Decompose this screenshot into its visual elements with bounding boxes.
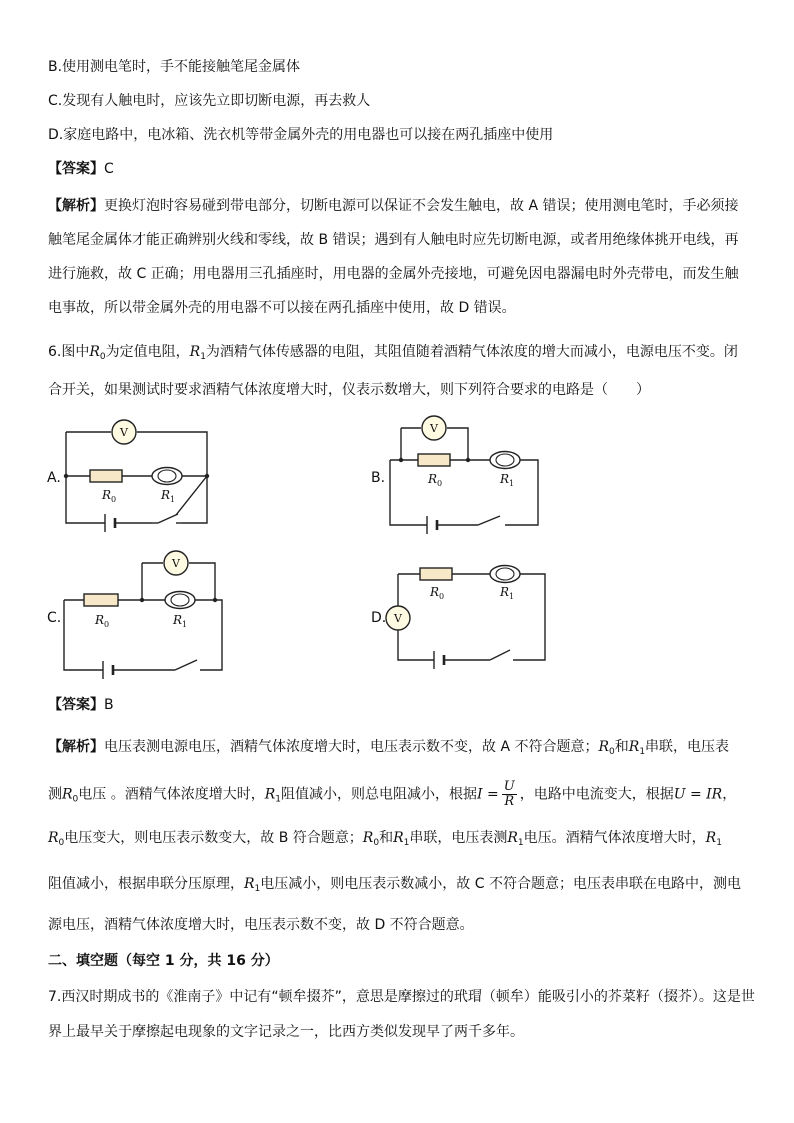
voltmeter-d-symbol: V <box>394 612 402 625</box>
circuit-c-r1-label: $R_1$ <box>173 613 188 629</box>
circuit-d-label: D. <box>371 610 387 626</box>
subscript: 1 <box>639 747 646 757</box>
circuit-b-label: B. <box>371 470 386 486</box>
q5-analysis-line-2: 触笔尾金属体才能正确辨别火线和零线，故 B 错误；遇到有人触电时应先切断电源，或者用绝缘体挑开电线，再 <box>48 232 739 248</box>
q6-analysis-line-3 <box>48 828 722 853</box>
q6-stem-line-2: 合开关，如果测试时要求酒精气体浓度增大时，仪表示数增大，则下列符合要求的电路是（ ） <box>48 382 650 398</box>
analysis-text: 电压减小，则电压表示数减小，故 C 不符合题意；电压表串联在电路中，测电 <box>260 876 741 892</box>
q6-analysis-line-1 <box>48 737 729 762</box>
symbol-r0: R <box>362 830 374 846</box>
circuit-b <box>390 416 538 534</box>
formula-uir: U = IR <box>673 786 723 803</box>
analysis-text: 和 <box>379 830 394 846</box>
symbol-r1: R <box>393 830 404 846</box>
analysis-text: 电压。酒精气体浓度增大时， <box>523 830 706 846</box>
circuit-d-r1-label: $R_1$ <box>500 585 515 601</box>
q6-analysis-line-4 <box>48 874 741 899</box>
analysis-text: 串联，电压表测 <box>409 830 508 846</box>
q5-analysis-line-1 <box>48 196 738 216</box>
analysis-text: 电压 。酒精气体浓度增大时， <box>78 786 265 803</box>
circuit-b-r0-label: $R_0$ <box>428 472 443 488</box>
circuit-b-r1-label: $R_1$ <box>500 472 515 488</box>
circuit-a-r0-label: $R_0$ <box>102 488 117 504</box>
analysis-text: 电压表测电源电压，酒精气体浓度增大时，电压表示数不变，故 A 不符合题意； <box>104 739 599 755</box>
circuit-diagrams <box>0 405 794 695</box>
q5-option-c: C.发现有人触电时，应该先立即切断电源，再去救人 <box>48 93 371 109</box>
analysis-text: 电压变大，则电压表示数变大，故 B 符合题意； <box>64 830 363 846</box>
subscript: 0 <box>373 838 380 848</box>
circuit-d-r0-label: $R_0$ <box>430 585 445 601</box>
symbol-r1: R <box>189 344 201 360</box>
stem-text: 6.图中 <box>48 344 90 360</box>
symbol-r0: R <box>598 739 610 755</box>
answer-label: 【答案】 <box>48 161 104 177</box>
answer-label: 【答案】 <box>48 697 104 713</box>
circuit-c-label: C. <box>47 610 62 626</box>
formula-fraction <box>502 780 517 809</box>
circuit-a-label: A. <box>47 470 61 486</box>
symbol-r1: R <box>507 830 518 846</box>
symbol-r0: R <box>62 786 73 803</box>
answer-value: C <box>104 161 114 177</box>
analysis-text: 阻值减小，则总电阻减小，根据 <box>281 786 478 803</box>
voltmeter-b-symbol: V <box>430 422 438 435</box>
stem-text: 为定值电阻， <box>105 344 190 360</box>
subscript: 0 <box>99 352 106 362</box>
subscript: 0 <box>58 838 65 848</box>
analysis-text: 测 <box>48 786 62 803</box>
q5-option-d: D.家庭电路中，电冰箱、洗衣机等带金属外壳的用电器也可以接在两孔插座中使用 <box>48 127 554 143</box>
q6-analysis-line-2 <box>48 780 736 810</box>
analysis-text: 串联，电压表 <box>645 739 730 755</box>
subscript: 1 <box>254 884 261 894</box>
analysis-text: ， <box>722 786 737 803</box>
subscript: 1 <box>403 838 410 848</box>
answer-value: B <box>104 697 114 713</box>
stem-text: 为酒精气体传感器的电阻，其阻值随着酒精气体浓度的增大而减小，电源电压不变。闭 <box>205 344 738 360</box>
circuit-c-r0-label: $R_0$ <box>95 613 110 629</box>
analysis-text: 阻值减小，根据串联分压原理， <box>48 876 244 892</box>
symbol-r1: R <box>244 876 255 892</box>
circuit-c <box>64 551 222 679</box>
circuit-a <box>66 420 207 532</box>
q6-analysis-line-5: 源电压，酒精气体浓度增大时，电压表示数不变，故 D 不符合题意。 <box>48 917 474 933</box>
analysis-label: 【解析】 <box>48 739 104 755</box>
subscript: 1 <box>517 838 524 848</box>
q5-analysis-line-4: 电事故，所以带金属外壳的用电器不可以接在两孔插座中使用，故 D 错误。 <box>48 300 516 316</box>
q5-answer <box>48 159 114 179</box>
voltmeter-c-symbol: V <box>172 557 180 570</box>
voltmeter-a-symbol: V <box>120 426 128 439</box>
q7-line-1: 7.西汉时期成书的《淮南子》中记有“顿牟掇芥”，意思是摩擦过的玳瑁（顿牟）能吸引小的芥菜籽（掇芥）。这是世 <box>48 989 755 1005</box>
q7-line-2: 界上最早关于摩擦起电现象的文字记录之一，比西方类似发现早了两千多年。 <box>48 1024 524 1040</box>
q6-stem-line-1 <box>48 342 738 367</box>
subscript: 0 <box>72 794 79 805</box>
symbol-r0: R <box>89 344 100 360</box>
circuit-d <box>386 566 545 670</box>
circuit-a-r1-label: $R_1$ <box>161 488 176 504</box>
analysis-label: 【解析】 <box>48 198 104 214</box>
subscript: 1 <box>275 794 282 805</box>
q5-option-b: B.使用测电笔时，手不能接触笔尾金属体 <box>48 59 301 75</box>
fraction-denominator: R <box>504 794 515 809</box>
formula-i: I = <box>477 786 499 803</box>
symbol-r1: R <box>705 830 717 846</box>
analysis-text: ，电路中电流变大，根据 <box>519 786 674 803</box>
section-heading: 二、填空题（每空 1 分，共 16 分） <box>48 953 279 969</box>
analysis-text: 和 <box>614 739 629 755</box>
symbol-r0: R <box>48 830 59 846</box>
q5-analysis-line-3: 进行施救，故 C 正确；用电器用三孔插座时，用电器的金属外壳接地，可避免因电器漏电时外壳带电，而发生触 <box>48 266 739 282</box>
subscript: 0 <box>609 747 615 757</box>
subscript: 1 <box>200 352 206 362</box>
fraction-numerator: U <box>503 779 515 794</box>
q6-answer <box>48 695 114 715</box>
symbol-r1: R <box>628 739 640 755</box>
junction-dots <box>64 458 470 602</box>
symbol-r1: R <box>264 786 276 803</box>
subscript: 1 <box>716 838 722 848</box>
analysis-text: 更换灯泡时容易碰到带电部分，切断电源可以保证不会发生触电，故 A 错误；使用测电笔时，手必须接 <box>104 198 739 214</box>
